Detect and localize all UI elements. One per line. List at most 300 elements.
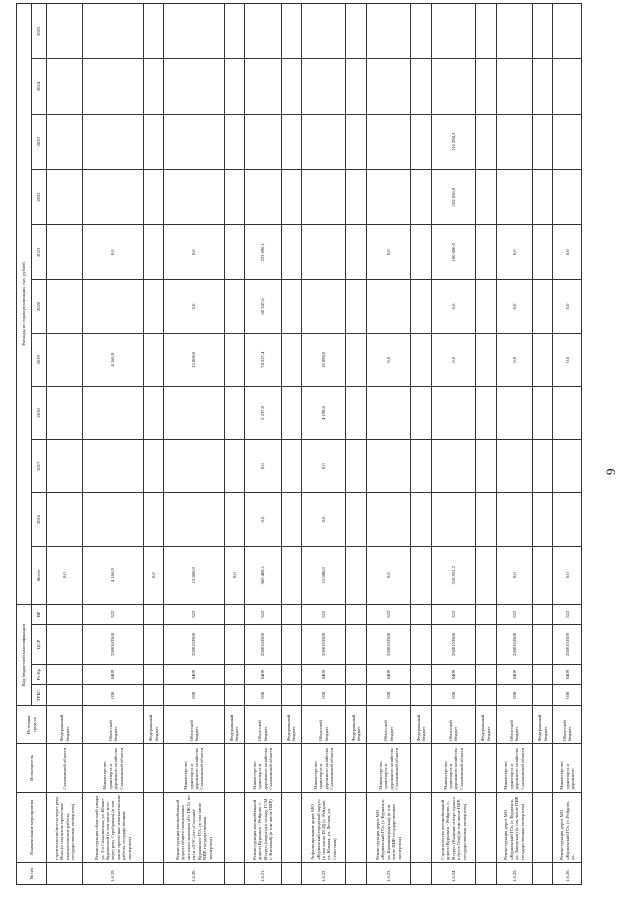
cell-year [302, 114, 346, 169]
cell-year: 0,0 [431, 280, 475, 333]
cell-year: 0,0 [553, 225, 582, 280]
cell-year [302, 4, 346, 59]
cell-year [553, 114, 582, 169]
cell-num [476, 862, 496, 884]
cell-csr: 2500163500 [245, 624, 281, 664]
cell-year [411, 59, 431, 114]
cell-year [224, 4, 244, 59]
cell-year [143, 114, 163, 169]
cell-year [431, 493, 475, 546]
table-row [476, 4, 496, 885]
cell-total [476, 546, 496, 604]
cell-year [164, 440, 224, 493]
cell-name [533, 792, 553, 862]
cell-year: 0,0 [553, 333, 582, 386]
cell-num: 1.6.23. [366, 862, 410, 884]
cell-year [164, 114, 224, 169]
header-year: 2023 [32, 114, 47, 169]
cell-year [431, 386, 475, 439]
cell-total: 0,0 [553, 546, 582, 604]
cell-year [47, 59, 83, 114]
table-row [83, 4, 143, 885]
cell-vr: 522 [302, 604, 346, 624]
header-year: 2022 [32, 169, 47, 224]
header-year: 2025 [32, 4, 47, 59]
cell-year [533, 225, 553, 280]
cell-year [346, 280, 366, 333]
cell-year [281, 225, 301, 280]
header-expenses-group: Расходы по годам реализации, тыс. рублей [17, 4, 32, 605]
cell-year [496, 440, 532, 493]
cell-year: 0,0 [164, 280, 224, 333]
table-row [431, 4, 475, 885]
cell-year [476, 4, 496, 59]
cell-total: 0,0 [143, 546, 163, 604]
cell-year [47, 225, 83, 280]
cell-name: Асфальтирование дорог МО «Курильский городской округ» (в том числе ПСД) (с. Рейдово, ул. Южная, ул. Лесная, ул. Советская) [302, 792, 346, 862]
cell-year [533, 333, 553, 386]
cell-year [281, 4, 301, 59]
cell-rzpr [224, 665, 244, 685]
cell-total: 4 166,9 [83, 546, 143, 604]
cell-year [143, 4, 163, 59]
cell-vr [533, 604, 553, 624]
cell-year [346, 333, 366, 386]
cell-year [245, 114, 281, 169]
cell-vr [346, 604, 366, 624]
cell-name: строительство/мосты через реку Иган (в том числе проектные изыскательские работы, государственная экспертиза) [47, 792, 83, 862]
header-source: Источник средств [17, 706, 47, 744]
header-year: 2021 [32, 225, 47, 280]
cell-year: 0,0 [496, 280, 532, 333]
cell-year [346, 493, 366, 546]
cell-rzpr: 0409 [83, 665, 143, 685]
cell-csr [533, 624, 553, 664]
cell-year [496, 169, 532, 224]
cell-name [346, 792, 366, 862]
cell-year [533, 114, 553, 169]
cell-num: 1.6.24. [431, 862, 475, 884]
cell-grbs: 038 [164, 685, 224, 706]
cell-name [281, 792, 301, 862]
header-row-1 [17, 4, 32, 885]
cell-year [346, 59, 366, 114]
cell-source: Федеральный бюджет [143, 706, 163, 744]
cell-source: Областной бюджет [553, 706, 582, 744]
table-row [553, 4, 582, 885]
cell-num [281, 862, 301, 884]
cell-num: 1.6.21. [245, 862, 281, 884]
cell-year [245, 169, 281, 224]
header-executor: Исполнитель [17, 744, 47, 792]
cell-rzpr [47, 665, 83, 685]
cell-total: 0,0 [224, 546, 244, 604]
cell-name: Реконструкция автомобильной дороги общего пользования местного значения «От ПК 0» по пути «ТЭС»/сп «Сахалин-Курильское ГО» (в том числе ПИР, государственная экспертиза) [164, 792, 224, 862]
cell-year [553, 440, 582, 493]
cell-executor [281, 744, 301, 792]
cell-year: 0,0 [431, 333, 475, 386]
cell-executor [224, 744, 244, 792]
cell-rzpr: 0409 [496, 665, 532, 685]
cell-year: 223 696,1 [245, 225, 281, 280]
cell-grbs [346, 685, 366, 706]
cell-year [83, 440, 143, 493]
header-name: Наименование мероприятия [17, 792, 47, 862]
cell-source: Областной бюджет [366, 706, 410, 744]
cell-year [431, 440, 475, 493]
cell-total: 318 951,2 [431, 546, 475, 604]
cell-year [346, 114, 366, 169]
header-code-group: Код бюджетной классификации [17, 604, 32, 705]
cell-year [553, 169, 582, 224]
cell-year: 0,0 [553, 280, 582, 333]
cell-year [281, 169, 301, 224]
cell-year [533, 4, 553, 59]
cell-executor [476, 744, 496, 792]
cell-grbs: 038 [245, 685, 281, 706]
cell-year [164, 386, 224, 439]
cell-year [281, 280, 301, 333]
cell-year: 102 656,9 [431, 169, 475, 224]
cell-year [83, 280, 143, 333]
cell-year [47, 4, 83, 59]
cell-rzpr: 0409 [431, 665, 475, 685]
cell-year [411, 333, 431, 386]
cell-name: Реконструкция автомобильной дороги Курильск - Рейдово, с. Итуруп (подъезд к складу ГСМ с. Китовый) (в том числе ПИР) [245, 792, 281, 862]
cell-year: 100 000,0 [431, 225, 475, 280]
cell-num: 1.6.25. [496, 862, 532, 884]
cell-year [533, 493, 553, 546]
cell-executor: Министерство транспорта и дорожного хозяйства Сахалинской области [302, 744, 346, 792]
cell-year [164, 59, 224, 114]
cell-total: 0,0 [366, 546, 410, 604]
cell-year [476, 333, 496, 386]
cell-vr: 522 [164, 604, 224, 624]
cell-year: 0,0 [302, 440, 346, 493]
cell-num [346, 862, 366, 884]
cell-rzpr [143, 665, 163, 685]
cell-year [224, 169, 244, 224]
budget-table [16, 3, 582, 885]
cell-year [366, 386, 410, 439]
cell-year [411, 4, 431, 59]
cell-year [346, 386, 366, 439]
cell-year [224, 440, 244, 493]
cell-year [411, 280, 431, 333]
cell-rzpr [281, 665, 301, 685]
cell-year [553, 386, 582, 439]
cell-year [553, 4, 582, 59]
cell-grbs: 038 [366, 685, 410, 706]
cell-source: Областной бюджет [83, 706, 143, 744]
cell-rzpr [533, 665, 553, 685]
cell-num: 1.6.22. [302, 862, 346, 884]
cell-num [533, 862, 553, 884]
cell-total [281, 546, 301, 604]
cell-year [83, 169, 143, 224]
cell-vr [224, 604, 244, 624]
cell-year [302, 225, 346, 280]
cell-year [281, 440, 301, 493]
cell-year [496, 386, 532, 439]
cell-grbs [411, 685, 431, 706]
cell-year [143, 59, 163, 114]
cell-executor: Министерство транспорта и дорожного [553, 744, 582, 792]
cell-name: Реконструкция дорог МО «Курильский ГО» (г. Курильск, ул. Заводская) (в том числе ПИР, государственная экспертиза) [496, 792, 532, 862]
cell-rzpr [476, 665, 496, 685]
cell-year [496, 59, 532, 114]
table-row [143, 4, 163, 885]
cell-year [366, 493, 410, 546]
cell-year [476, 225, 496, 280]
cell-csr [411, 624, 431, 664]
cell-year [346, 4, 366, 59]
cell-total [346, 546, 366, 604]
cell-year [47, 280, 83, 333]
cell-year [411, 440, 431, 493]
cell-name: Реконструкция дорог МО «Курильский ГО» (г. Курильск, ул. Калининградская) (в том числе ПИР, государственная экспертиза) [366, 792, 410, 862]
cell-year [496, 114, 532, 169]
cell-year: 74 227,4 [245, 333, 281, 386]
cell-executor [533, 744, 553, 792]
cell-csr: 2500163500 [83, 624, 143, 664]
cell-num [143, 862, 163, 884]
cell-grbs: 038 [553, 685, 582, 706]
cell-year [366, 114, 410, 169]
cell-year [476, 440, 496, 493]
cell-year [346, 169, 366, 224]
cell-vr: 522 [553, 604, 582, 624]
table-row [302, 4, 346, 885]
cell-year [143, 440, 163, 493]
cell-year [83, 114, 143, 169]
cell-year [224, 59, 244, 114]
cell-year: 13 860,0 [164, 333, 224, 386]
cell-executor [143, 744, 163, 792]
cell-year [224, 280, 244, 333]
cell-executor: Министерство транспорта и дорожного хозяйства Сахалинской области [431, 744, 475, 792]
cell-year [411, 225, 431, 280]
cell-year [143, 225, 163, 280]
cell-grbs [224, 685, 244, 706]
cell-year [281, 493, 301, 546]
cell-executor: Сахалинской области [47, 744, 83, 792]
cell-year [143, 386, 163, 439]
cell-year [533, 169, 553, 224]
cell-csr [281, 624, 301, 664]
cell-executor: Министерство транспорта и дорожного хозяйства Сахалинской области [366, 744, 410, 792]
cell-year [47, 440, 83, 493]
cell-rzpr: 0409 [302, 665, 346, 685]
cell-csr: 2500163500 [496, 624, 532, 664]
cell-year [476, 493, 496, 546]
cell-year [245, 4, 281, 59]
cell-vr: 522 [496, 604, 532, 624]
cell-grbs: 038 [496, 685, 532, 706]
cell-vr [47, 604, 83, 624]
cell-year: 0,0 [366, 225, 410, 280]
cell-year [47, 169, 83, 224]
cell-grbs [281, 685, 301, 706]
cell-num: 1.6.20. [164, 862, 224, 884]
cell-executor: Министерство транспорта и дорожного хозяйства Сахалинской области [245, 744, 281, 792]
cell-executor [346, 744, 366, 792]
cell-year [83, 4, 143, 59]
cell-total [411, 546, 431, 604]
cell-year [553, 59, 582, 114]
cell-year [366, 59, 410, 114]
cell-vr [143, 604, 163, 624]
cell-source: Областной бюджет [496, 706, 532, 744]
cell-rzpr: 0409 [553, 665, 582, 685]
cell-csr [143, 624, 163, 664]
table-row [47, 4, 83, 885]
cell-year [224, 225, 244, 280]
cell-total [533, 546, 553, 604]
cell-name: Реконструкция областной улицы ул. 3-я Сахалинская, ул. Южно-Курильской (в том числе мост через реку Серебрянка) (в том числе проектные изыскательские работы, государственная экспертиза) [83, 792, 143, 862]
cell-year [496, 4, 532, 59]
cell-vr: 522 [366, 604, 410, 624]
cell-year [47, 333, 83, 386]
header-year: 2024 [32, 59, 47, 114]
table-body [47, 4, 582, 885]
cell-year [143, 333, 163, 386]
cell-year: 0,0 [496, 225, 532, 280]
cell-csr [47, 624, 83, 664]
cell-year [476, 59, 496, 114]
cell-year [83, 386, 143, 439]
cell-grbs [143, 685, 163, 706]
cell-year [164, 4, 224, 59]
cell-num [224, 862, 244, 884]
cell-csr: 2500163500 [553, 624, 582, 664]
cell-csr [346, 624, 366, 664]
cell-year [496, 493, 532, 546]
cell-executor: Министерство транспорта и дорожного хозяйства Сахалинской области [83, 744, 143, 792]
cell-year: 116 294,3 [431, 114, 475, 169]
cell-grbs [533, 685, 553, 706]
cell-year [476, 169, 496, 224]
cell-year [476, 114, 496, 169]
cell-year [302, 59, 346, 114]
cell-total: 360 408,1 [245, 546, 281, 604]
cell-year [302, 280, 346, 333]
cell-year: 0,0 [366, 333, 410, 386]
cell-vr: 522 [83, 604, 143, 624]
cell-year [281, 386, 301, 439]
cell-name: Строительство автомобильной дороги Курильск - Рейдово, о. Итуруп (Наличие и порт пункта в бухте Оля) (в том числе ПИР, государственная экспертиза) [431, 792, 475, 862]
cell-year: 2 237,0 [245, 386, 281, 439]
header-rzpr: Рз Пр [32, 665, 47, 685]
cell-vr [411, 604, 431, 624]
cell-executor: Министерство транспорта и дорожного хозяйства Сахалинской области [496, 744, 532, 792]
cell-year: 10 890,0 [302, 333, 346, 386]
cell-grbs [476, 685, 496, 706]
header-vr: ВР [32, 604, 47, 624]
cell-year [224, 493, 244, 546]
cell-num: 1.6.26. [553, 862, 582, 884]
cell-year [366, 280, 410, 333]
cell-year: 60 247,6 [245, 280, 281, 333]
cell-grbs [47, 685, 83, 706]
cell-year [346, 225, 366, 280]
cell-source: Федеральный бюджет [47, 706, 83, 744]
cell-year [302, 169, 346, 224]
cell-year: 4 198,0 [302, 386, 346, 439]
cell-year: 4 166,9 [83, 333, 143, 386]
cell-year [143, 493, 163, 546]
header-year: 2017 [32, 440, 47, 493]
cell-year: 0,0 [302, 493, 346, 546]
cell-vr: 522 [431, 604, 475, 624]
cell-year [366, 4, 410, 59]
cell-year [83, 59, 143, 114]
cell-vr [281, 604, 301, 624]
cell-executor: Министерство транспорта и дорожного хозяйства Сахалинской области [164, 744, 224, 792]
table-row [224, 4, 244, 885]
cell-source: Федеральный бюджет [533, 706, 553, 744]
cell-year [431, 4, 475, 59]
cell-year [366, 169, 410, 224]
cell-num [411, 862, 431, 884]
cell-csr [476, 624, 496, 664]
cell-year [411, 114, 431, 169]
cell-year [281, 333, 301, 386]
cell-year [143, 169, 163, 224]
cell-total: 0,0 [47, 546, 83, 604]
cell-grbs: 038 [302, 685, 346, 706]
table-row [164, 4, 224, 885]
cell-num [47, 862, 83, 884]
cell-year [476, 386, 496, 439]
cell-csr: 2500163500 [164, 624, 224, 664]
header-year: 2020 [32, 280, 47, 333]
table-row [411, 4, 431, 885]
cell-year [224, 333, 244, 386]
cell-source: Федеральный бюджет [224, 706, 244, 744]
cell-vr: 522 [245, 604, 281, 624]
cell-year [164, 493, 224, 546]
cell-year [281, 59, 301, 114]
header-grbs: ГРБС [32, 685, 47, 706]
cell-grbs: 038 [431, 685, 475, 706]
page-number: 9 [603, 468, 618, 475]
table-row [366, 4, 410, 885]
cell-num: 1.6.19. [83, 862, 143, 884]
cell-name [224, 792, 244, 862]
cell-year [224, 386, 244, 439]
cell-rzpr: 0409 [245, 665, 281, 685]
cell-executor [411, 744, 431, 792]
cell-source: Федеральный бюджет [346, 706, 366, 744]
cell-year [533, 440, 553, 493]
cell-total: 15 088,0 [302, 546, 346, 604]
cell-year [164, 169, 224, 224]
cell-source: Областной бюджет [245, 706, 281, 744]
cell-year: 0,0 [496, 333, 532, 386]
cell-rzpr: 0409 [366, 665, 410, 685]
cell-year: 0,0 [83, 225, 143, 280]
cell-year [245, 59, 281, 114]
cell-csr: 2500163500 [302, 624, 346, 664]
cell-csr [224, 624, 244, 664]
cell-vr [476, 604, 496, 624]
cell-year [411, 493, 431, 546]
cell-grbs: 038 [83, 685, 143, 706]
cell-rzpr [346, 665, 366, 685]
cell-year [366, 440, 410, 493]
cell-year: 0,0 [245, 493, 281, 546]
